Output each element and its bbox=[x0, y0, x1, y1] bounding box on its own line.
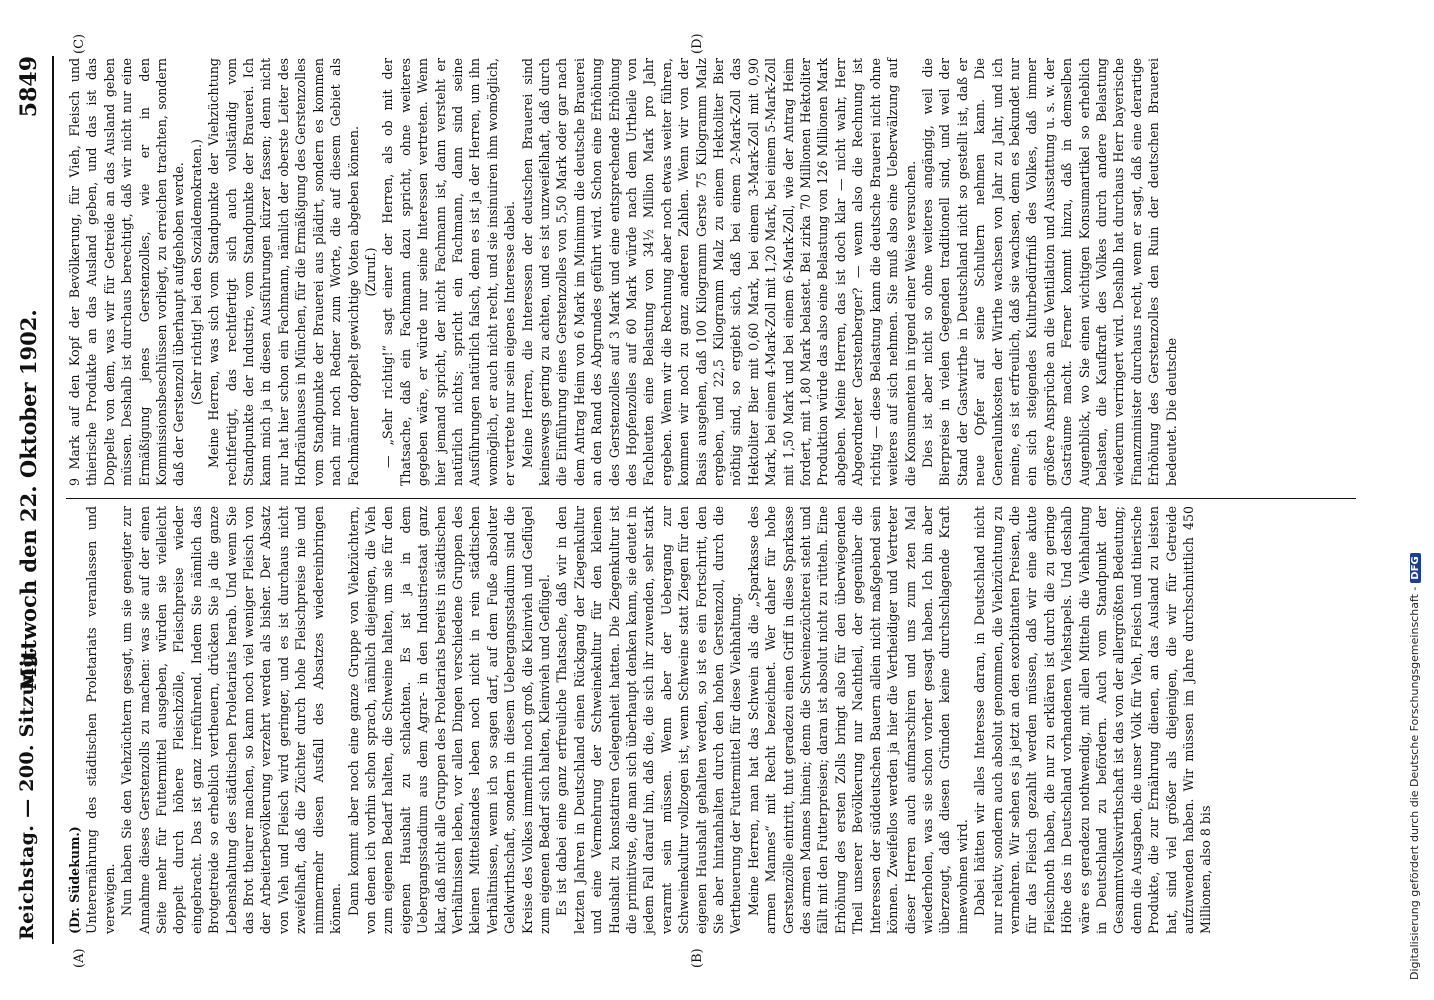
speaker-attribution: (Dr. Südekum.) bbox=[67, 826, 82, 934]
paragraph: — „Sehr richtig!“ sagt einer der Herren, als ob mit der Thatsache, daß ein Fachmann dazu spricht, ohne weiteres gegeben wäre, er würde nur seine Interessen vertreten. Wenn hier jemand spricht, der nicht Fachmann ist, dann versteht er natürlich nichts; spricht ein Fachmann, dann sind seine Ausführungen natürlich falsch, denn es ist ja der Herren, um ihn womöglich, er auch nicht recht, und sie insinuiren ihm womöglich, er vertrete nur sein eigenes Interesse dabei. bbox=[380, 58, 518, 486]
paragraph: Es ist dabei eine ganz erfreuliche Thatsache, daß wir in den letzten Jahren in Deutschland einen Rückgang der Ziegenkultur und eine Vermehrung der Schweinekultur für den kleinen Haushalt zu konstatiren Gelegenheit hatten. Die Ziegenkultur ist die primitivste, die man sich überhaupt denken kann, sie deutet in jedem Fall darauf hin, daß die, die sich ihr zuwenden, sehr stark verarmt sein müssen. Wenn aber der Uebergang zur Schweinekultur vollzogen ist, wenn Schweine statt Ziegen für den eigenen Haushalt gehalten werden, so ist es ein Fortschritt, den Sie aber hintanhalten durch den hohen Gerstenzoll, durch die Vertheuerung der Futtermittel für diese Viehhaltung. bbox=[554, 506, 744, 934]
paragraph: 9 Mark auf den Kopf der Bevölkerung, für Vieh, Fleisch und thierische Produkte an das Ausland geben, und das ist das Doppelte von dem, was wir für Getreide an das Ausland geben müssen. Deshalb ist durchaus berechtigt, daß wir nicht nur eine Ermäßigung jenes Gerstenzolles, wie er in den Kommissionsbeschlüssen vorliegt, zu erreichen trachten, sondern daß der Gerstenzoll überhaupt aufgehoben werde. bbox=[67, 58, 187, 486]
dfg-logo: DFG bbox=[1410, 553, 1421, 582]
margin-mark-d: (D) bbox=[690, 33, 705, 54]
running-header-date: Mittwoch den 22. Oktober 1902. bbox=[16, 309, 41, 691]
paragraph: Dabei hätten wir alles Interesse daran, in Deutschland nicht nur relativ, sondern auch absolut genommen, die Viehzüchtung zu vermehren. Wir sehen es ja jetzt an den exorbitanten Preisen, die für das Fleisch gezahlt werden müssen, daß wir eine akute Fleischnoth haben, die nur zu erklären ist durch die zu geringe Höhe des in Deutschland vorhandenen Viehstapels. Und deshalb wäre es geradezu nothwendig, mit allen Mitteln die Viehhaltung in Deutschland zu befördern. Auch vom Standpunkt der Gesammtvolkswirthschaft ist das von der allergrößten Bedeutung; denn die Ausgaben, die unser Volk für Vieh, Fleisch und thierische Produkte, die zur Ernährung dienen, an das Ausland zu leisten hat, sind viel größer als diejenigen, die wir für Getreide aufzuwenden haben. Wir müssen im Jahre durchschnittlich 450 Millionen, also 8 bis bbox=[972, 506, 1214, 934]
paragraph: Dies ist aber nicht so ohne weiteres angängig, weil die Bierpreise in vielen Gegenden traditionell sind, und weil der Stand der Gastwirthe in Deutschland nicht so gestellt ist, daß er neue Opfer auf seine Schultern nehmen kann. Die Generalunkosten der Wirthe wachsen von Jahr zu Jahr, und ich meine, es ist erfreulich, daß sie wachsen, denn es bekundet nur ein sich steigendes Kulturbedürfniß des Volkes, daß immer größere Ansprüche an die Ventilation und Ausstattung u. s. w. der Gasträume macht. Ferner kommt hinzu, daß in demselben Augenblick, wo Sie einen wichtigen Konsumartikel so erheblich belasten, die Kaufkraft des Volkes durch andere Belastung wiederum verringert wird. Deshalb hat durchaus Herr bayerische Finanzminister durchaus recht, wenn er sagt, daß eine derartige Erhöhung des Gerstenzolles den Ruin der deutschen Brauerei bedeutet. Die deutsche bbox=[919, 58, 1179, 486]
page-number: 5849 bbox=[16, 56, 42, 118]
margin-mark-c: (C) bbox=[72, 33, 87, 54]
right-text-column bbox=[66, 58, 1180, 486]
running-header-session: Reichstag. — 200. Sitzung. bbox=[16, 646, 38, 940]
left-text-column bbox=[66, 506, 1215, 934]
interjection: (Sehr richtig! bei den Sozialdemokraten.) bbox=[188, 139, 204, 405]
paragraph: Unterernährung des städtischen Proletariats veranlassen und verewigen. bbox=[84, 506, 117, 934]
paragraph: Meine Herren, was sich vom Standpunkte der Viehzüchtung rechtfertigt, das rechtfertigt sich auch vollständig vom Standpunkte der Industrie, vom Standpunkte der Brauerei. Ich kann mich ja in diesen Ausführungen kürzer fassen; denn nicht nur hat hier schon ein Fachmann, nämlich der oberste Leiter des Hofbräuhauses in München, für die Ermäßigung des Gerstenzolles vom Standpunkte der Brauerei aus plädirt, sondern es kommen nach mir noch Redner zum Worte, die auf diesem Gebiet als Fachmänner doppelt gewichtige Voten abgeben können. bbox=[206, 58, 361, 486]
credit-text: Digitalisierung gefördert durch die Deutsche Forschungsgemeinschaft - bbox=[1408, 586, 1421, 980]
digitization-credit bbox=[1408, 553, 1421, 980]
column-divider bbox=[66, 498, 1356, 499]
margin-mark-a: (A) bbox=[72, 948, 87, 968]
header-rule bbox=[52, 56, 54, 944]
paragraph: Meine Herren, die Interessen der deutschen Brauerei sind keineswegs gering zu achten, und es ist unzweifelhaft, daß durch die Einführung eines Gerstenzolles von 5,50 Mark oder gar nach dem Antrag Heim von 6 Mark im Minimum die deutsche Brauerei an den Rand des Abgrundes geführt wird. Schon eine Erhöhung des Gerstenzolles auf 3 Mark und eine entsprechende Erhöhung des Hopfenzolles auf 60 Mark würde nach dem Urtheile von Fachleuten eine Belastung von 34½ Million Mark pro Jahr ergeben. Wenn wir die Rechnung aber noch etwas weiter führen, kommen wir noch zu ganz anderen Zahlen. Wenn wir von der Basis ausgehen, daß 100 Kilogramm Gerste 75 Kilogramm Malz ergeben, und 22,5 Kilogramm Malz zu einem Hektoliter Bier nöthig sind, so ergiebt sich, daß bei einem 2-Mark-Zoll das Hektoliter Bier mit 0,60 Mark, bei einem 3-Mark-Zoll mit 0,90 Mark, bei einem 4-Mark-Zoll mit 1,20 Mark, bei einem 5-Mark-Zoll mit 1,50 Mark und bei einem 6-Mark-Zoll, wie der Antrag Heim fordert, mit 1,80 Mark belastet. Bei zirka 70 Millionen Hektoliter Produktion würde das also eine Belastung von 126 Millionen Mark abgeben. Meine Herren, das ist doch klar — nicht wahr, Herr Abgeordneter Gerstenberger? — wenn also die Rechnung ist richtig — diese Belastung kann die deutsche Brauerei nicht ohne weiteres auf sich nehmen. Sie muß also eine Ueberwälzung auf die Konsumenten in irgend einer Weise versuchen. bbox=[519, 58, 918, 486]
paragraph: Nun haben Sie den Viehzüchtern gesagt, um sie geneigter zur Annahme dieses Gerstenzolls zu machen: was sie auf der einen Seite mehr für Futtermittel ausgeben, würden sie vielleicht doppelt durch höhere Fleischzölle, Fleischpreise wieder eingebracht. Das ist ganz irreführend. Indem Sie nämlich das Brotgetreide so erheblich vertheuern, drücken Sie ja die ganze Lebenshaltung des städtischen Proletariats herab. Und wenn Sie das Brot theurer machen, so kann noch viel weniger Fleisch von der Arbeiterbevölkerung verzehrt werden als bisher. Der Absatz von Vieh und Fleisch wird geringer, und es ist durchaus nicht zweifelhaft, daß die Züchter durch hohe Fleischpreise nie und nimmermehr diesen Ausfall des Absatzes wiedereinbringen können. bbox=[119, 506, 344, 934]
margin-mark-b: (B) bbox=[690, 948, 705, 968]
interjection: (Zuruf.) bbox=[362, 247, 378, 297]
paragraph: Dann kommt aber noch eine ganze Gruppe von Viehzüchtern, von denen ich vorhin schon sprach, nämlich diejenigen, die Vieh zum eigenen Bedarf halten, die Schweine halten, um sie für den eigenen Haushalt zu schlachten. Es ist ja in dem Uebergangsstadium aus dem Agrar- in den Industriestaat ganz klar, daß nicht alle Gruppen des Proletariats bereits in städtischen Verhältnissen leben, vor allen Dingen verschiedene Gruppen des kleinen Mittelstandes leben noch nicht in rein städtischen Verhältnissen, wenn ich so sagen darf, auf dem Fuße absoluter Geldwirthschaft, sondern in diesem Uebergangsstadium sind die Kreise des Volkes immerhin noch groß, die Kleinvieh und Geflügel zum eigenen Bedarf sich halten, Kleinvieh und Geflügel. bbox=[345, 506, 552, 934]
paragraph: Meine Herren, man hat das Schwein als die „Sparkasse des armen Mannes“ mit Recht bezeichnet. Wer daher für hohe Gerstenzölle eintritt, thut geradezu einen Griff in diese Sparkasse des armen Mannes hinein; denn die Schweinezüchterei steht und fällt mit den Futterpreisen; daran ist absolut nicht zu rütteln. Eine Erhöhung des ersten Zolls bringt also für den überwiegenden Theil unserer Bevölkerung nur Nachtheil, der gegenüber die Interessen der süddeutschen Bauern allein nicht maßgebend sein können. Zweifellos werden ja hier die Vertheidiger und Vertreter dieser Herren auch aufmarschiren und uns zum zten Mal wiederholen, was sie schon vorher gesagt haben. Ich bin aber überzeugt, daß diesen Gründen keine durchschlagende Kraft innewohnen wird. bbox=[745, 506, 970, 934]
